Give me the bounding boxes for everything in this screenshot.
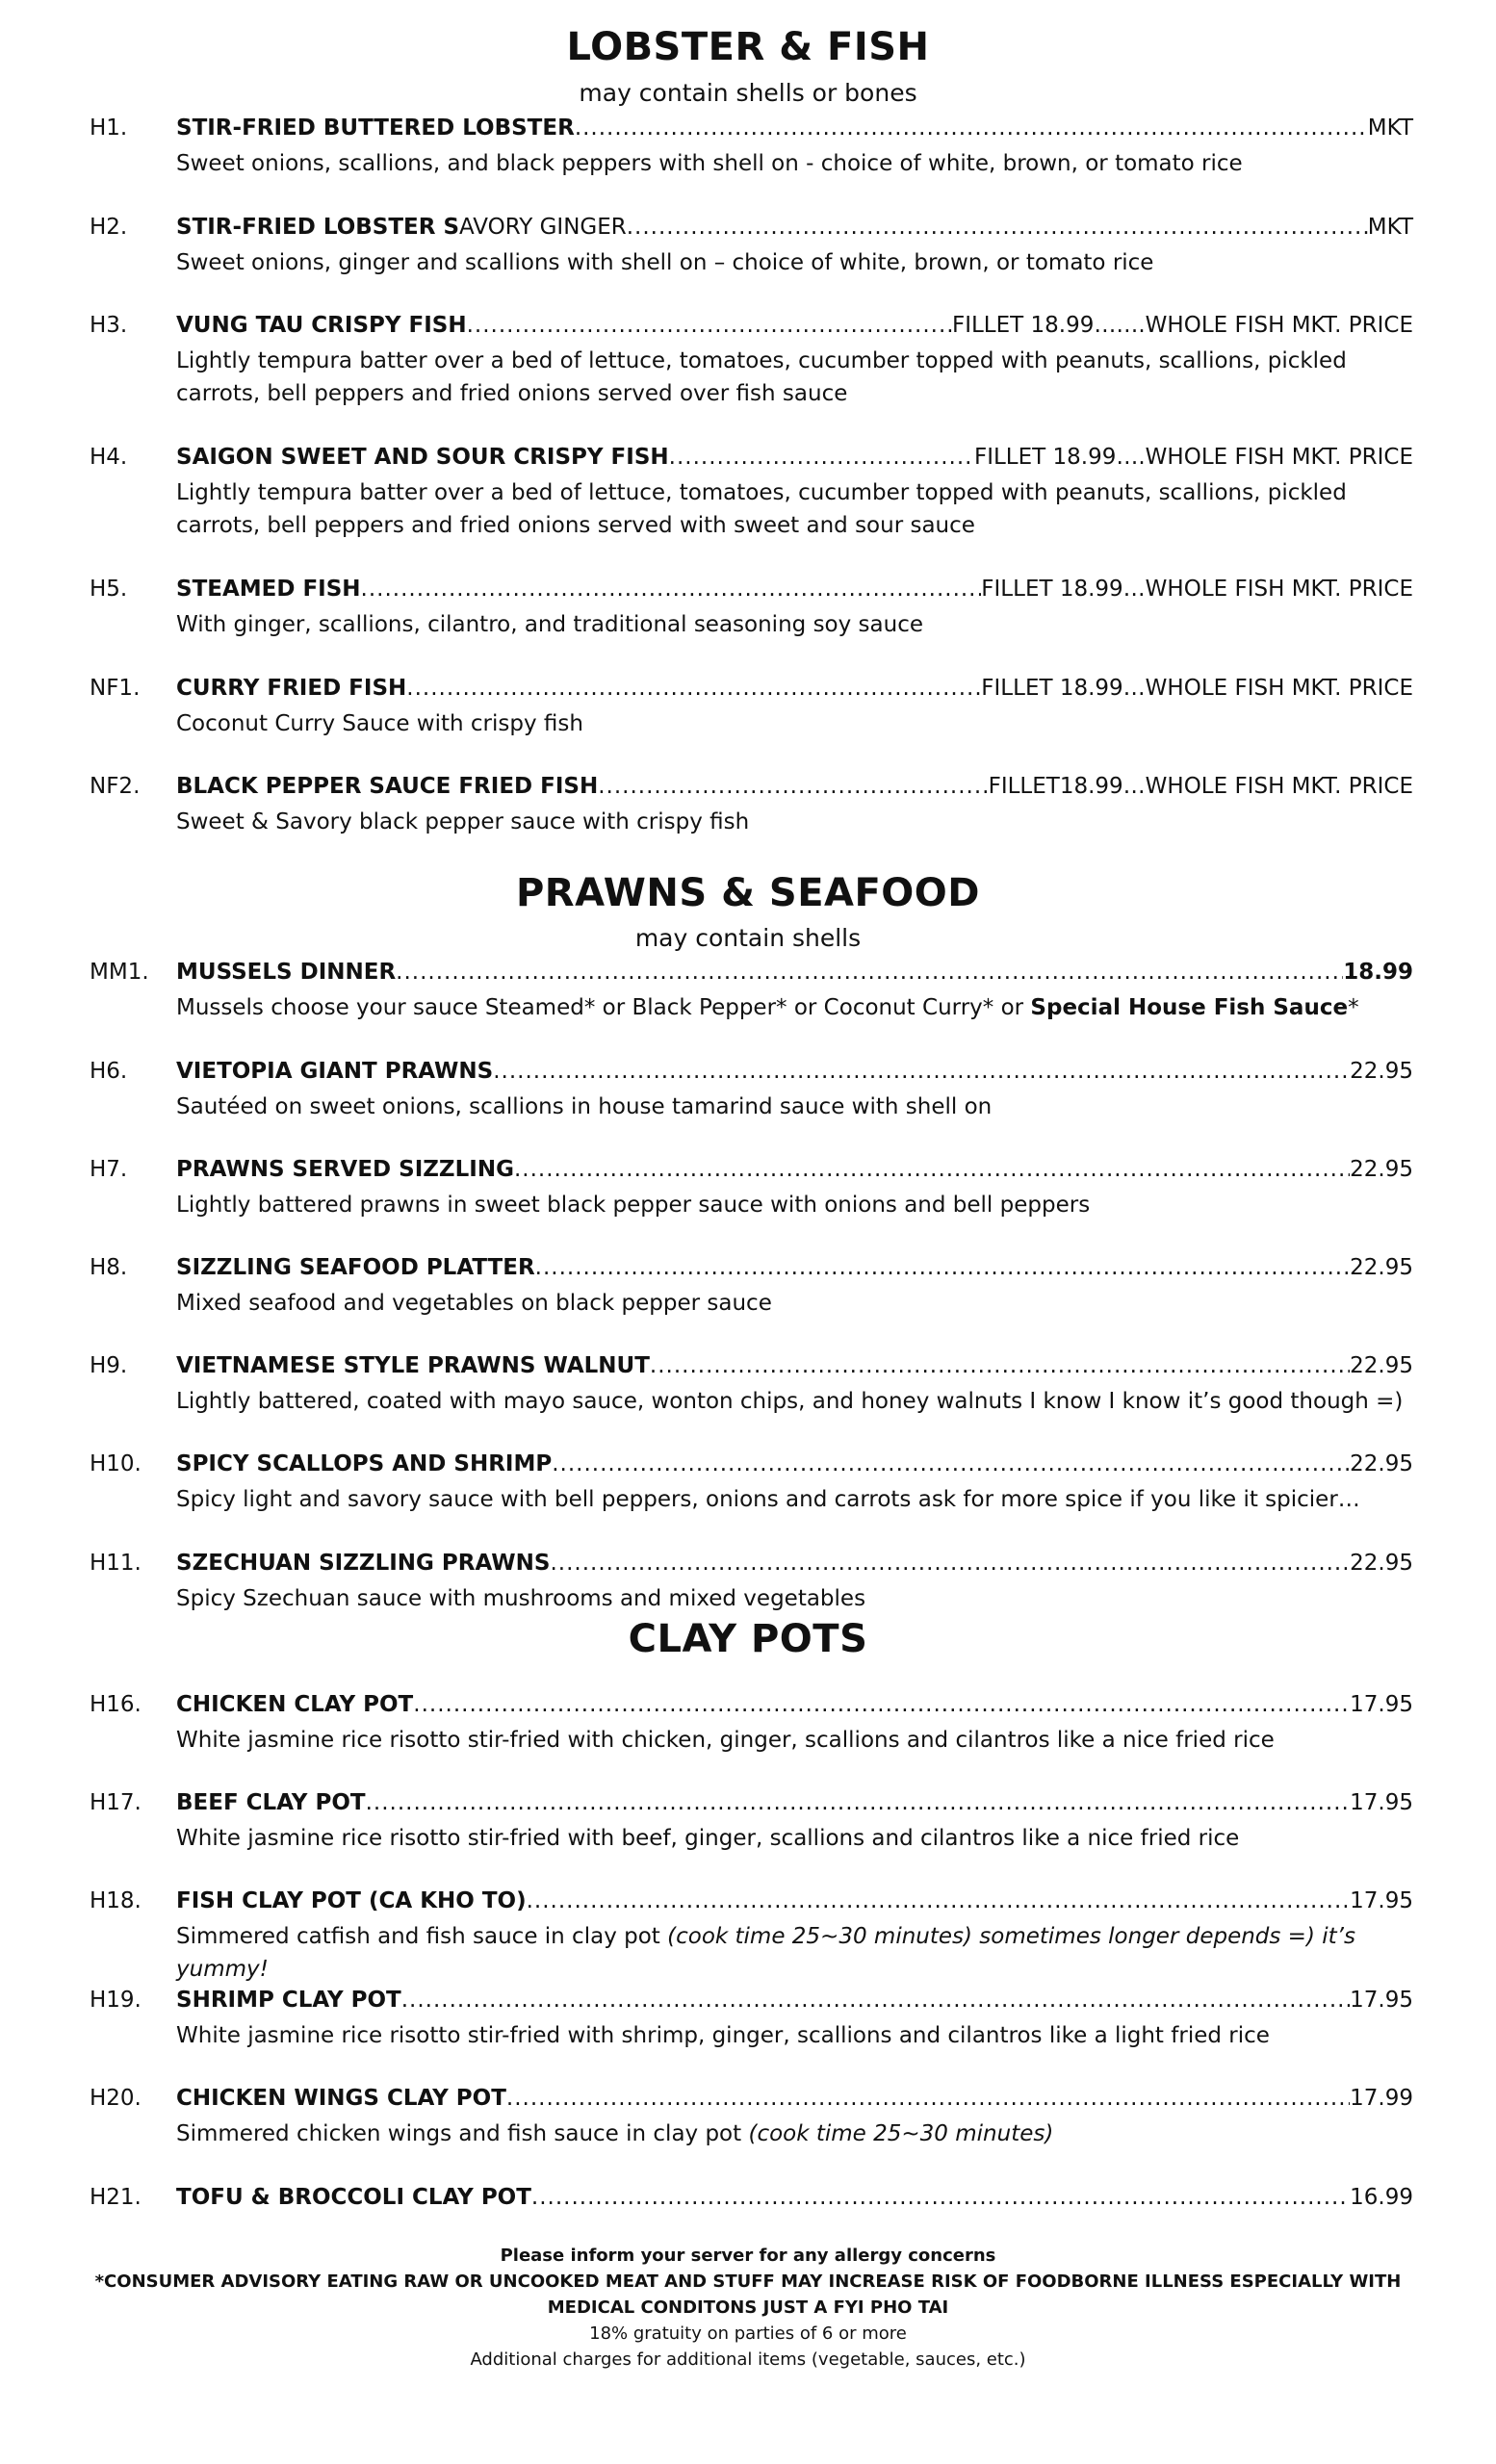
item-price: 22.95 <box>1350 1451 1413 1476</box>
menu-item-h11 <box>0 1551 1496 1620</box>
menu-item-h2 <box>0 215 1496 284</box>
item-line <box>176 1157 1413 1182</box>
dot-leader <box>413 1692 1350 1717</box>
item-description: Sweet onions, scallions, and black peppers with shell on - choice of white, brown, or tomato rice <box>176 151 1243 176</box>
item-code: H10. <box>90 1451 142 1476</box>
item-code: MM1. <box>90 960 149 985</box>
section-title-prawns-seafood: PRAWNS & SEAFOOD <box>515 871 981 915</box>
menu-item-h6 <box>0 1059 1496 1128</box>
item-code: H6. <box>90 1059 128 1084</box>
dot-leader <box>531 2185 1350 2210</box>
item-price: 22.95 <box>1350 1353 1413 1378</box>
item-line <box>176 1692 1413 1717</box>
item-description: Lightly battered prawns in sweet black pepper sauce with onions and bell peppers <box>176 1193 1091 1218</box>
dot-leader <box>366 1790 1351 1815</box>
dot-leader <box>627 215 1368 240</box>
item-code: H7. <box>90 1157 128 1182</box>
dot-leader <box>506 2086 1350 2111</box>
item-price: FILLET 18.99….WHOLE FISH MKT. PRICE <box>973 445 1413 470</box>
item-code: H2. <box>90 215 128 240</box>
consumer-advisory-line-2: MEDICAL CONDITONS JUST A FYI PHO TAI <box>547 2297 949 2318</box>
section-subtitle-prawns-seafood: may contain shells <box>634 924 862 952</box>
item-code: H11. <box>90 1551 142 1576</box>
section-title-clay-pots: CLAY POTS <box>628 1617 868 1661</box>
menu-item-h17 <box>0 1790 1496 1860</box>
item-line <box>176 960 1413 985</box>
item-name-rest: AVORY GINGER <box>459 215 627 240</box>
item-name: BEEF CLAY POT <box>176 1790 366 1815</box>
menu-item-h3 <box>0 313 1496 406</box>
menu-item-h16 <box>0 1692 1496 1761</box>
allergy-notice: Please inform your server for any allergy concerns <box>500 2246 996 2266</box>
item-code: H9. <box>90 1353 128 1378</box>
item-code: H20. <box>90 2086 142 2111</box>
item-code: H18. <box>90 1888 142 1913</box>
desc-text-end: * <box>1348 995 1359 1020</box>
menu-item-h7 <box>0 1157 1496 1226</box>
item-description: Lightly battered, coated with mayo sauce, wonton chips, and honey walnuts I know I know it’s good though =) <box>176 1389 1404 1414</box>
item-name: FISH CLAY POT (CA KHO TO) <box>176 1888 527 1913</box>
item-description: Mixed seafood and vegetables on black pepper sauce <box>176 1291 772 1316</box>
item-line <box>176 1551 1413 1576</box>
item-name: CURRY FRIED FISH <box>176 676 407 701</box>
desc-italic-note: (cook time 25~30 minutes) <box>748 2121 1054 2146</box>
item-price: 22.95 <box>1350 1157 1413 1182</box>
item-description <box>176 2118 1413 2150</box>
item-name: CHICKEN WINGS CLAY POT <box>176 2086 506 2111</box>
menu-item-h18 <box>0 1888 1496 1982</box>
item-price: MKT <box>1367 215 1413 240</box>
dot-leader <box>406 676 981 701</box>
desc-emphasis: Special House Fish Sauce <box>1030 995 1349 1020</box>
item-line <box>176 1059 1413 1084</box>
dot-leader <box>552 1451 1350 1476</box>
item-name: SZECHUAN SIZZLING PRAWNS <box>176 1551 551 1576</box>
item-line <box>176 1353 1413 1378</box>
menu-item-h20 <box>0 2086 1496 2155</box>
item-description: Sweet & Savory black pepper sauce with crispy fish <box>176 809 750 834</box>
item-price: 17.95 <box>1350 1790 1413 1815</box>
desc-text: Mussels choose your sauce Steamed* or Black Pepper* or Coconut Curry* or <box>176 995 1031 1020</box>
item-line <box>176 445 1413 470</box>
item-price: 22.95 <box>1350 1059 1413 1084</box>
dot-leader <box>598 774 988 799</box>
item-line <box>176 577 1413 602</box>
dot-leader <box>401 1988 1350 2013</box>
item-line <box>176 2185 1413 2210</box>
item-description: With ginger, scallions, cilantro, and traditional seasoning soy sauce <box>176 612 923 637</box>
item-name: STEAMED FISH <box>176 577 361 602</box>
menu-item-h5 <box>0 577 1496 646</box>
item-description: Sweet onions, ginger and scallions with shell on – choice of white, brown, or tomato rice <box>176 250 1154 275</box>
item-code: H1. <box>90 116 128 141</box>
dot-leader <box>493 1059 1350 1084</box>
item-price: FILLET 18.99…WHOLE FISH MKT. PRICE <box>981 577 1413 602</box>
item-description: Lightly tempura batter over a bed of lettuce, tomatoes, cucumber topped with peanuts, scallions, pickled carrots, bell peppers and fried onions served over fish sauce <box>176 348 1347 406</box>
item-price: FILLET 18.99…….WHOLE FISH MKT. PRICE <box>951 313 1413 338</box>
item-name: BLACK PEPPER SAUCE FRIED FISH <box>176 774 599 799</box>
dot-leader <box>514 1157 1350 1182</box>
menu-footer <box>0 2243 1496 2373</box>
menu-item-h10 <box>0 1451 1496 1521</box>
item-name: STIR-FRIED BUTTERED LOBSTER <box>176 116 575 141</box>
item-line <box>176 1255 1413 1280</box>
menu-item-h1 <box>0 116 1496 185</box>
dot-leader <box>467 313 952 338</box>
item-description: White jasmine rice risotto stir-fried with beef, ginger, scallions and cilantros like a nice fried rice <box>176 1826 1240 1851</box>
dot-leader <box>650 1353 1350 1378</box>
item-price: 17.95 <box>1350 1988 1413 2013</box>
item-description: Lightly tempura batter over a bed of lettuce, tomatoes, cucumber topped with peanuts, scallions, pickled carrots, bell peppers and fried onions served with sweet and sour sauce <box>176 480 1347 538</box>
section-subtitle-lobster-fish: may contain shells or bones <box>579 79 917 107</box>
item-name: VUNG TAU CRISPY FISH <box>176 313 467 338</box>
menu-item-nf1 <box>0 676 1496 745</box>
menu-item-h4 <box>0 445 1496 538</box>
dot-leader <box>361 577 982 602</box>
dot-leader <box>669 445 974 470</box>
item-code: H19. <box>90 1988 142 2013</box>
item-name: VIETNAMESE STYLE PRAWNS WALNUT <box>176 1353 650 1378</box>
item-name: STIR-FRIED LOBSTER S <box>176 215 460 240</box>
item-description: Coconut Curry Sauce with crispy fish <box>176 711 583 736</box>
item-name: SPICY SCALLOPS AND SHRIMP <box>176 1451 553 1476</box>
item-price: 16.99 <box>1350 2185 1413 2210</box>
item-code: H3. <box>90 313 128 338</box>
item-description: Spicy Szechuan sauce with mushrooms and mixed vegetables <box>176 1586 866 1611</box>
additional-charges-notice: Additional charges for additional items (vegetable, sauces, etc.) <box>470 2349 1026 2370</box>
dot-leader <box>396 960 1343 985</box>
item-price: FILLET18.99…WHOLE FISH MKT. PRICE <box>988 774 1413 799</box>
item-price: 22.95 <box>1350 1551 1413 1576</box>
item-line <box>176 116 1413 141</box>
item-code: H21. <box>90 2185 142 2210</box>
item-price: 17.95 <box>1350 1692 1413 1717</box>
item-name: VIETOPIA GIANT PRAWNS <box>176 1059 494 1084</box>
item-price: FILLET 18.99…WHOLE FISH MKT. PRICE <box>981 676 1413 701</box>
consumer-advisory-line-1: *CONSUMER ADVISORY EATING RAW OR UNCOOKED MEAT AND STUFF MAY INCREASE RISK OF FOODBORNE ILLNESS ESPECIALLY WITH <box>94 2272 1402 2292</box>
item-code: H5. <box>90 577 128 602</box>
item-price: 18.99 <box>1343 960 1413 985</box>
item-name: CHICKEN CLAY POT <box>176 1692 414 1717</box>
dot-leader <box>550 1551 1350 1576</box>
dot-leader <box>527 1888 1351 1913</box>
item-description: White jasmine rice risotto stir-fried with chicken, ginger, scallions and cilantros like a nice fried rice <box>176 1728 1275 1753</box>
item-line <box>176 1988 1413 2013</box>
item-code: H17. <box>90 1790 142 1815</box>
desc-text: Simmered catfish and fish sauce in clay pot <box>176 1924 668 1949</box>
item-code: H4. <box>90 445 128 470</box>
item-name: MUSSELS DINNER <box>176 960 397 985</box>
item-description: Sautéed on sweet onions, scallions in house tamarind sauce with shell on <box>176 1094 993 1119</box>
item-line <box>176 1790 1413 1815</box>
item-line <box>176 2086 1413 2111</box>
item-name: SAIGON SWEET AND SOUR CRISPY FISH <box>176 445 669 470</box>
item-name: SHRIMP CLAY POT <box>176 1988 401 2013</box>
item-price: 17.99 <box>1350 2086 1413 2111</box>
item-code: H16. <box>90 1692 142 1717</box>
gratuity-notice: 18% gratuity on parties of 6 or more <box>589 2323 907 2344</box>
item-price: 17.95 <box>1350 1888 1413 1913</box>
menu-item-h19 <box>0 1988 1496 2057</box>
item-name: SIZZLING SEAFOOD PLATTER <box>176 1255 535 1280</box>
item-description: Spicy light and savory sauce with bell peppers, onions and carrots ask for more spice if you like it spicier… <box>176 1487 1360 1512</box>
item-line <box>176 1888 1413 1913</box>
dot-leader <box>575 116 1368 141</box>
item-description: White jasmine rice risotto stir-fried with shrimp, ginger, scallions and cilantros like a light fried rice <box>176 2023 1270 2048</box>
item-price: MKT <box>1367 116 1413 141</box>
item-line <box>176 215 1413 240</box>
menu-item-mm1 <box>0 960 1496 1029</box>
item-description <box>176 991 1413 1024</box>
item-code: NF2. <box>90 774 141 799</box>
item-line <box>176 774 1413 799</box>
item-line <box>176 676 1413 701</box>
item-code: H8. <box>90 1255 128 1280</box>
item-code: NF1. <box>90 676 141 701</box>
item-description <box>176 1920 1413 1986</box>
item-name: TOFU & BROCCOLI CLAY POT <box>176 2185 531 2210</box>
item-line <box>176 1451 1413 1476</box>
menu-item-nf2 <box>0 774 1496 843</box>
menu-item-h8 <box>0 1255 1496 1324</box>
item-line <box>176 313 1413 338</box>
item-price: 22.95 <box>1350 1255 1413 1280</box>
desc-italic-note: (cook time 25~30 minutes) sometimes longer depends =) it’s yummy! <box>176 1924 1355 1982</box>
section-title-lobster-fish: LOBSTER & FISH <box>566 25 930 69</box>
menu-item-h9 <box>0 1353 1496 1423</box>
item-name: PRAWNS SERVED SIZZLING <box>176 1157 514 1182</box>
dot-leader <box>535 1255 1350 1280</box>
desc-text: Simmered chicken wings and fish sauce in clay pot <box>176 2121 749 2146</box>
